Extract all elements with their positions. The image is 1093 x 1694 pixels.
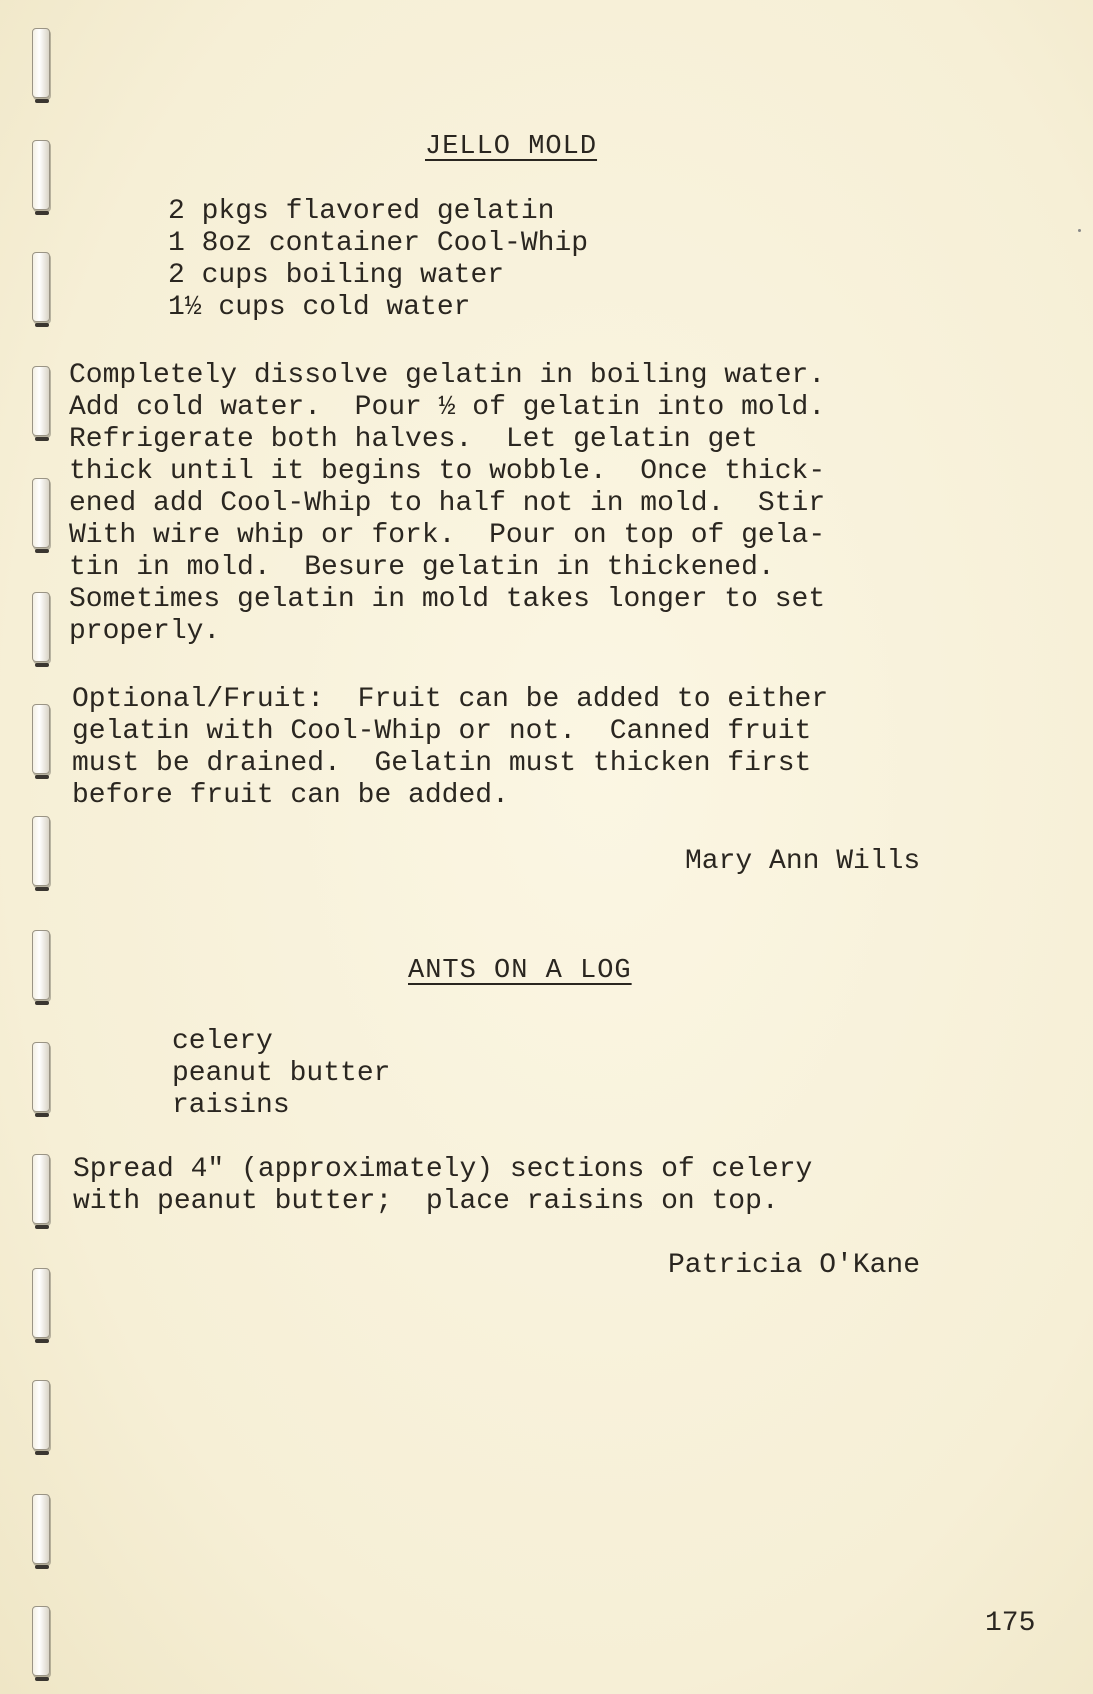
- ingredient-line: 2 cups boiling water: [168, 260, 505, 291]
- instruction-line: Spread 4" (approximately) sections of celery: [73, 1154, 813, 1185]
- page-number: 175: [985, 1608, 1036, 1639]
- instruction-line: Sometimes gelatin in mold takes longer to set: [69, 584, 826, 615]
- binding-hole: [32, 478, 50, 548]
- recipe-title: JELLO MOLD: [425, 132, 598, 162]
- binding-hole: [32, 252, 50, 322]
- instruction-line: Completely dissolve gelatin in boiling water.: [69, 360, 826, 391]
- ingredient-line: peanut butter: [172, 1058, 391, 1089]
- spiral-binding: [22, 0, 62, 1694]
- speck: [1078, 229, 1081, 232]
- binding-hole: [32, 1154, 50, 1224]
- binding-hole: [32, 816, 50, 886]
- instruction-line: Optional/Fruit: Fruit can be added to either: [72, 684, 829, 715]
- recipe-author: Mary Ann Wills: [685, 846, 921, 877]
- instruction-line: Refrigerate both halves. Let gelatin get: [69, 424, 758, 455]
- binding-hole: [32, 704, 50, 774]
- binding-hole: [32, 1606, 50, 1676]
- instruction-line: tin in mold. Besure gelatin in thickened.: [69, 552, 775, 583]
- binding-hole: [32, 1268, 50, 1338]
- instruction-line: With wire whip or fork. Pour on top of gela-: [69, 520, 826, 551]
- instruction-line: Add cold water. Pour ½ of gelatin into mold.: [69, 392, 826, 423]
- instruction-line: before fruit can be added.: [72, 780, 509, 811]
- ingredient-line: 2 pkgs flavored gelatin: [168, 196, 555, 227]
- recipe-title: ANTS ON A LOG: [408, 956, 632, 986]
- recipe-author: Patricia O'Kane: [668, 1250, 921, 1281]
- ingredient-line: raisins: [172, 1090, 290, 1121]
- instruction-line: properly.: [69, 616, 221, 647]
- instruction-line: with peanut butter; place raisins on top.: [73, 1186, 779, 1217]
- instruction-line: thick until it begins to wobble. Once thick-: [69, 456, 826, 487]
- binding-hole: [32, 1380, 50, 1450]
- binding-hole: [32, 1494, 50, 1564]
- binding-hole: [32, 1042, 50, 1112]
- binding-hole: [32, 930, 50, 1000]
- ingredient-line: 1 8oz container Cool-Whip: [168, 228, 589, 259]
- binding-hole: [32, 592, 50, 662]
- binding-hole: [32, 366, 50, 436]
- instruction-line: ened add Cool-Whip to half not in mold. Stir: [69, 488, 826, 519]
- instruction-line: must be drained. Gelatin must thicken first: [72, 748, 812, 779]
- ingredient-line: 1½ cups cold water: [168, 292, 471, 323]
- binding-hole: [32, 140, 50, 210]
- ingredient-line: celery: [172, 1026, 273, 1057]
- instruction-line: gelatin with Cool-Whip or not. Canned fruit: [72, 716, 812, 747]
- binding-hole: [32, 28, 50, 98]
